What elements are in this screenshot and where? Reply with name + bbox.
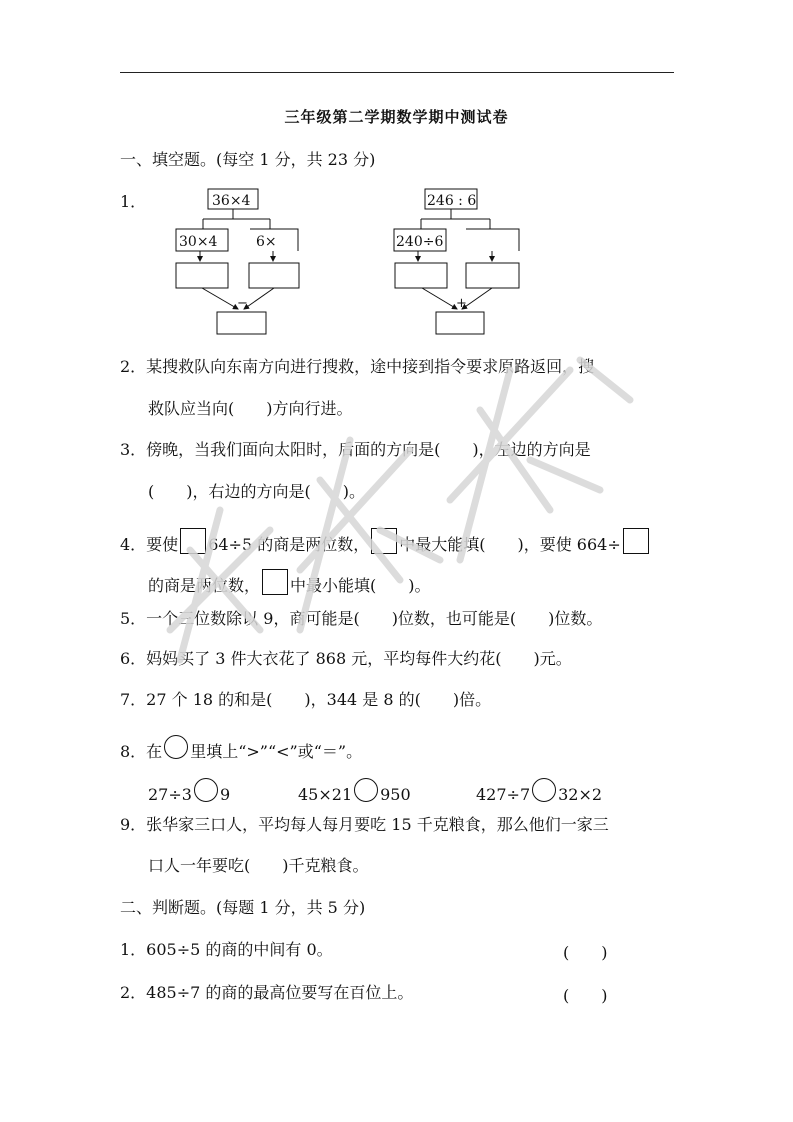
- q6: 6．妈妈买了 3 件大衣花了 868 元，平均每件大约花( )元。: [120, 649, 572, 668]
- diagram-b: [394, 189, 519, 334]
- section2-heading: 二、判断题。(每题 1 分，共 5 分): [120, 898, 366, 917]
- q8-item-2: 45×21 950: [298, 778, 411, 805]
- page-title: 三年级第二学期数学期中测试卷: [284, 108, 509, 126]
- q8-line1: [120, 735, 362, 762]
- blank-box: [371, 528, 397, 554]
- q1-diagrams: [170, 185, 530, 340]
- judge-item-1: 1．605÷5 的商的中间有 0。: [120, 940, 333, 959]
- diagram-a-result-box: [217, 312, 266, 334]
- diagram-b-op: +: [456, 296, 467, 311]
- q9-line2: 口人一年要吃( )千克粮食。: [148, 856, 369, 875]
- diagram-b-mid-left-box: [395, 263, 447, 288]
- q4-part-c: 中最大能填( )，要使 664÷: [399, 535, 621, 554]
- q8-part-b: 里填上“>”“<”或“＝”。: [190, 742, 363, 761]
- q4-part-b: 64÷5 的商是两位数，: [208, 535, 370, 554]
- q4-part-a: 4．要使: [120, 535, 179, 554]
- diagram-b-mid-right-box: [466, 263, 519, 288]
- header-rule: [120, 72, 674, 73]
- q4-line2: [148, 569, 431, 596]
- diagram-a-op: −: [237, 296, 248, 311]
- diagram-b-result-box: [436, 312, 484, 334]
- q5: 5．一个三位数除以 9，商可能是( )位数，也可能是( )位数。: [120, 609, 603, 628]
- diagram-a: [176, 189, 299, 334]
- diagram-b-top-text: 246 : 6: [427, 193, 477, 209]
- q2-line1: 2．某搜救队向东南方向进行搜救，途中接到指令要求原路返回，搜: [120, 357, 595, 376]
- blank-circle: [164, 735, 188, 759]
- diagram-b-left-text: 240÷6: [396, 234, 444, 250]
- q3-line2: ( )，右边的方向是( )。: [148, 482, 365, 501]
- blank-circle: [194, 778, 218, 802]
- blank-box: [262, 569, 288, 595]
- judge-mark-1: ( ): [563, 943, 608, 962]
- q1-number: 1．: [120, 192, 147, 211]
- blank-circle: [532, 778, 556, 802]
- blank-box: [623, 528, 649, 554]
- q2-line2: 救队应当向( )方向行进。: [148, 399, 353, 418]
- blank-circle: [354, 778, 378, 802]
- section1-heading: 一、填空题。(每空 1 分，共 23 分): [120, 150, 376, 169]
- diagram-a-top-text: 36×4: [212, 193, 251, 209]
- q4-part-e: 中最小能填( )。: [290, 576, 431, 595]
- q8-part-a: 8．在: [120, 742, 163, 761]
- q4-line1: [120, 528, 651, 555]
- diagram-a-mid-left-box: [176, 263, 228, 288]
- judge-mark-2: ( ): [563, 986, 608, 1005]
- judge-item-2: 2．485÷7 的商的最高位要写在百位上。: [120, 983, 414, 1002]
- q8-item-3: 427÷7 32×2: [476, 778, 602, 805]
- q7: 7．27 个 18 的和是( )，344 是 8 的( )倍。: [120, 690, 492, 709]
- q8-item-1: 27÷3 9: [148, 778, 230, 805]
- q3-line1: 3．傍晚，当我们面向太阳时，后面的方向是( )，左边的方向是: [120, 440, 591, 459]
- diagram-a-right-text: 6×: [256, 234, 277, 250]
- q4-part-d: 的商是两位数，: [148, 576, 261, 595]
- blank-box: [180, 528, 206, 554]
- diagram-a-left-text: 30×4: [179, 234, 218, 250]
- diagram-a-mid-right-box: [249, 263, 299, 288]
- diagram-b-right-box: [466, 229, 519, 251]
- q9-line1: 9．张华家三口人，平均每人每月要吃 15 千克粮食，那么他们一家三: [120, 815, 609, 834]
